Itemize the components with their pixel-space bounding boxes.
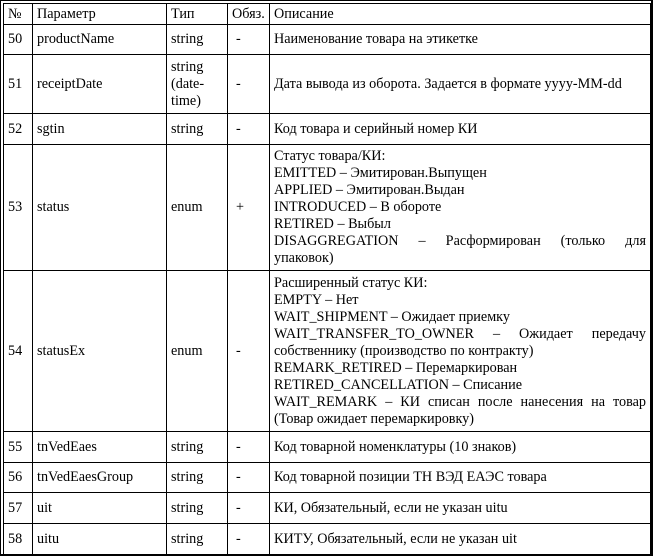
description-line: (Товар ожидает перемаркировку) [274, 410, 474, 427]
parameter-name: tnVedEaes [33, 432, 167, 463]
parameter-name: productName [33, 25, 167, 55]
parameter-type: string [167, 114, 228, 145]
parameter-description [270, 55, 651, 114]
type-line: (date- [171, 75, 205, 92]
parameter-description [270, 493, 651, 524]
required-flag: + [228, 145, 270, 271]
required-flag: - [228, 524, 270, 555]
required-flag: - [228, 432, 270, 463]
description-line: Статус товара/КИ: [274, 148, 386, 164]
parameter-description [270, 524, 651, 555]
description-line: APPLIED – Эмитирован.Выдан [274, 182, 465, 198]
parameter-description [270, 271, 651, 432]
parameter-description [270, 114, 651, 145]
table-header-row [4, 4, 651, 25]
description-line: собственнику (производство по контракту) [274, 342, 534, 359]
parameter-type: enum [167, 271, 228, 432]
parameter-description [270, 463, 651, 493]
table-row [4, 463, 651, 493]
required-flag: - [228, 493, 270, 524]
parameter-description [270, 432, 651, 463]
parameter-name: statusEx [33, 271, 167, 432]
parameter-name: uit [33, 493, 167, 524]
parameter-type: string [167, 432, 228, 463]
table-row [4, 271, 651, 432]
description-line: Наименование товара на этикетке [274, 31, 478, 47]
parameter-name: sgtin [33, 114, 167, 145]
row-number: 51 [4, 55, 33, 114]
table-row [4, 432, 651, 463]
description-line: WAIT_REMARK – КИ списан после нанесения на товар [274, 393, 646, 410]
required-flag: - [228, 114, 270, 145]
description-line: Код товарной позиции ТН ВЭД ЕАЭС товара [274, 469, 547, 485]
parameter-name: tnVedEaesGroup [33, 463, 167, 493]
description-line: Расширенный статус КИ: [274, 274, 428, 291]
parameter-type [167, 55, 228, 114]
header-parameter: Параметр [33, 4, 167, 25]
row-number: 56 [4, 463, 33, 493]
parameters-table [3, 3, 651, 555]
row-number: 53 [4, 145, 33, 271]
description-line: Дата вывода из оборота. Задается в формате yyyy-MM-dd [274, 75, 622, 92]
parameter-name: receiptDate [33, 55, 167, 114]
description-line: DISAGGREGATION – Расформирован (только для [274, 233, 646, 249]
row-number: 58 [4, 524, 33, 555]
parameter-name: uitu [33, 524, 167, 555]
parameter-type: string [167, 524, 228, 555]
table-body [4, 25, 651, 555]
parameter-type: string [167, 463, 228, 493]
table-row [4, 55, 651, 114]
parameter-type: enum [167, 145, 228, 271]
description-line: REMARK_RETIRED – Перемаркирован [274, 359, 518, 376]
header-number: № [4, 4, 33, 25]
parameter-name: status [33, 145, 167, 271]
type-line: string [171, 58, 204, 75]
table-row [4, 25, 651, 55]
row-number: 57 [4, 493, 33, 524]
description-line: Код товара и серийный номер КИ [274, 120, 478, 137]
row-number: 55 [4, 432, 33, 463]
header-required: Обяз. [228, 4, 270, 25]
table-row [4, 114, 651, 145]
description-line: WAIT_SHIPMENT – Ожидает приемку [274, 308, 510, 325]
header-description: Описание [270, 4, 651, 25]
required-flag: - [228, 55, 270, 114]
description-line: Код товарной номенклатуры (10 знаков) [274, 438, 517, 455]
description-line: КИ, Обязательный, если не указан uitu [274, 499, 508, 516]
description-line: RETIRED_CANCELLATION – Списание [274, 376, 523, 393]
description-line: WAIT_TRANSFER_TO_OWNER – Ожидает передачу [274, 325, 646, 342]
description-line: упаковок) [274, 250, 334, 266]
header-type: Тип [167, 4, 228, 25]
table-row [4, 524, 651, 555]
parameter-type: string [167, 25, 228, 55]
row-number: 54 [4, 271, 33, 432]
type-line: time) [171, 92, 201, 109]
parameter-type: string [167, 493, 228, 524]
description-line: КИТУ, Обязательный, если не указан uit [274, 530, 517, 547]
row-number: 50 [4, 25, 33, 55]
required-flag: - [228, 271, 270, 432]
description-line: INTRODUCED – В обороте [274, 199, 442, 215]
required-flag: - [228, 25, 270, 55]
description-line: RETIRED – Выбыл [274, 216, 391, 232]
table-row [4, 493, 651, 524]
description-line: EMPTY – Нет [274, 291, 359, 308]
row-number: 52 [4, 114, 33, 145]
table-row [4, 145, 651, 271]
required-flag: - [228, 463, 270, 493]
parameter-description [270, 145, 651, 271]
parameter-description [270, 25, 651, 55]
description-line: EMITTED – Эмитирован.Выпущен [274, 165, 487, 181]
